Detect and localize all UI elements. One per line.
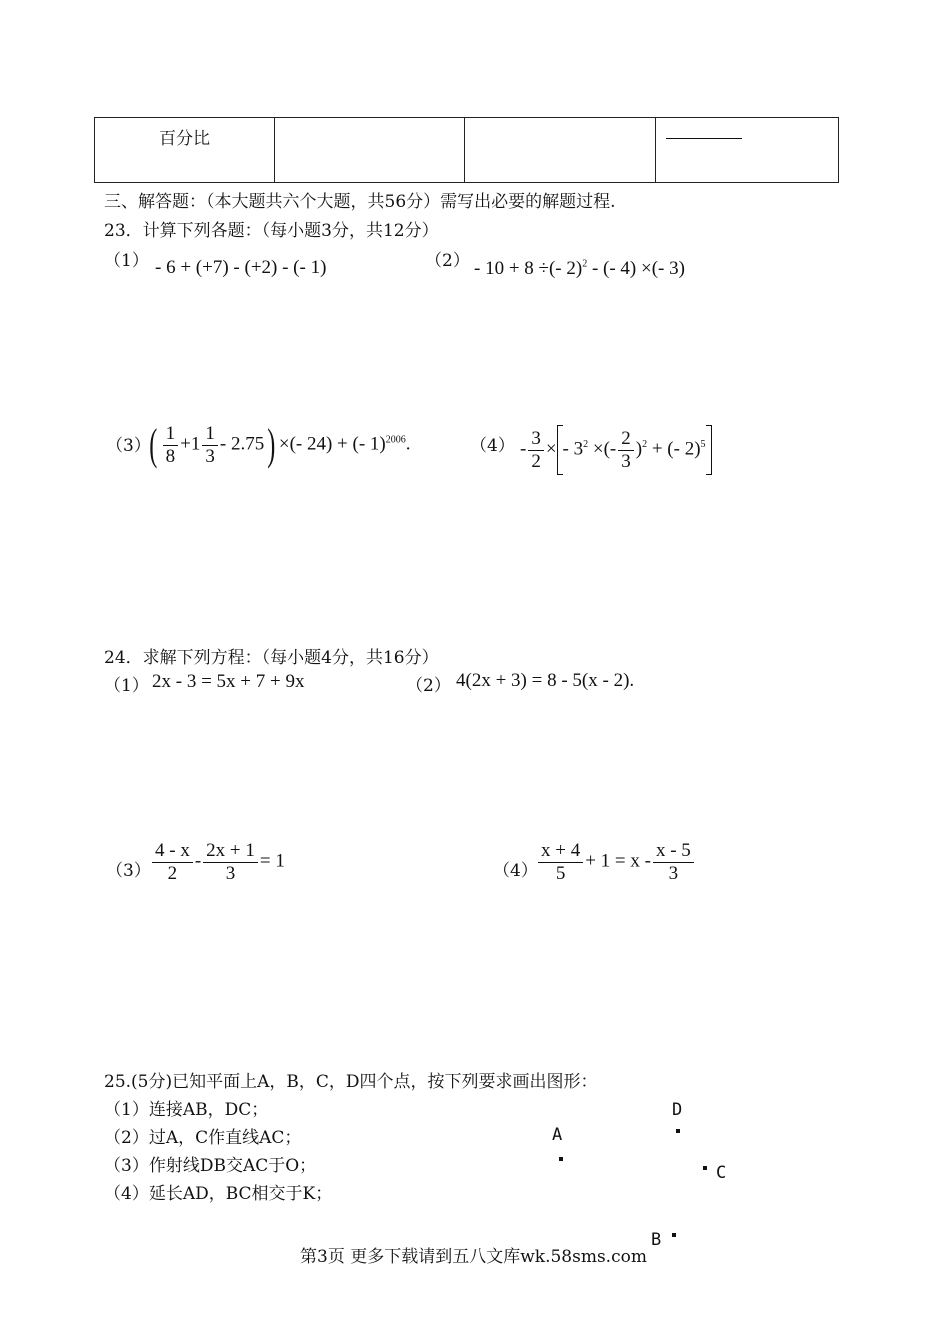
section3-heading: 三、解答题：（本大题共六个大题，共56分）需写出必要的解题过程. — [104, 192, 616, 212]
q24-4-label: （4） — [493, 861, 538, 881]
q23-4-label: （4） — [470, 436, 515, 456]
fraction: $\frac{x + 4}{5}$ — [538, 840, 583, 885]
q24-2-label: （2） — [406, 676, 451, 696]
q24-1-expression: 2x - 3 = 5x + 7 + 9x — [152, 671, 305, 692]
point-c-dot — [703, 1166, 707, 1170]
table-cell — [465, 118, 656, 183]
q23-1-label: （1） — [104, 251, 149, 271]
q25-item-4: （4）延长AD，BC相交于K； — [104, 1184, 333, 1204]
q25-item-3: （3）作射线DB交AC于O； — [104, 1156, 317, 1176]
fraction: $\frac{1}{3}$ — [202, 423, 218, 468]
q24-2-expression: 4(2x + 3) = 8 - 5(x - 2). — [456, 670, 635, 691]
point-label-b: B — [651, 1230, 662, 1250]
q23-3-label: （3） — [106, 436, 151, 456]
fraction: $\frac{1}{8}$ — [163, 423, 179, 468]
point-label-a: A — [552, 1125, 563, 1145]
point-a-dot — [559, 1157, 563, 1161]
q24-3-label: （3） — [106, 861, 151, 881]
fraction: $\frac{2}{3}$ — [618, 428, 634, 473]
table-cell-answer — [656, 118, 839, 183]
fraction: $\frac{4 - x}{2}$ — [152, 840, 193, 885]
answer-blank-line — [666, 138, 742, 139]
q24-4-expression: $\frac{x + 4}{5}$ + 1 = x - $\frac{x - 5}{3}$ — [536, 840, 696, 885]
fraction: $\frac{2x + 1}{3}$ — [203, 840, 258, 885]
point-label-d: D — [672, 1100, 683, 1120]
q24-1-label: （1） — [104, 676, 149, 696]
q23-1-expression: - 6 + (+7) - (+2) - (- 1) — [155, 257, 327, 278]
table-cell — [275, 118, 465, 183]
fraction: $\frac{3}{2}$ — [528, 428, 544, 473]
q23-3-expression: ( $\frac{1}{8}$ +1 $\frac{1}{3}$ - 2.75) ×(- 24) + (- 1)$^{2006}$. — [149, 420, 411, 470]
percentage-table — [94, 117, 839, 183]
q25-heading: 25.(5分)已知平面上A，B，C，D四个点，按下列要求画出图形： — [104, 1072, 598, 1092]
q23-2-label: （2） — [425, 251, 470, 271]
table-row-label-cell — [95, 118, 275, 183]
table-row-label: 百分比 — [159, 129, 210, 149]
point-d-dot — [676, 1129, 680, 1133]
q25-item-1: （1）连接AB，DC； — [104, 1100, 269, 1120]
q24-heading: 24．求解下列方程：（每小题4分，共16分） — [104, 648, 439, 668]
page-footer: 第3页 更多下载请到五八文库wk.58sms.com — [300, 1247, 647, 1267]
fraction: $\frac{x - 5}{3}$ — [653, 840, 694, 885]
point-label-c: C — [716, 1163, 727, 1183]
q23-heading: 23．计算下列各题：（每小题3分，共12分） — [104, 221, 439, 241]
q23-2-expression: - 10 + 8 ÷(- 2)$^2$ - (- 4) ×(- 3) — [474, 258, 685, 279]
q25-item-2: （2）过A，C作直线AC； — [104, 1128, 302, 1148]
q24-3-expression: $\frac{4 - x}{2}$ - $\frac{2x + 1}{3}$ = 1 — [150, 840, 285, 885]
q23-4-expression: - $\frac{3}{2}$ × - $3^2$ ×(- $\frac{2}{3}$ )$^2$ + (- 2)$^5$ — [520, 425, 712, 475]
point-b-dot — [672, 1233, 676, 1237]
